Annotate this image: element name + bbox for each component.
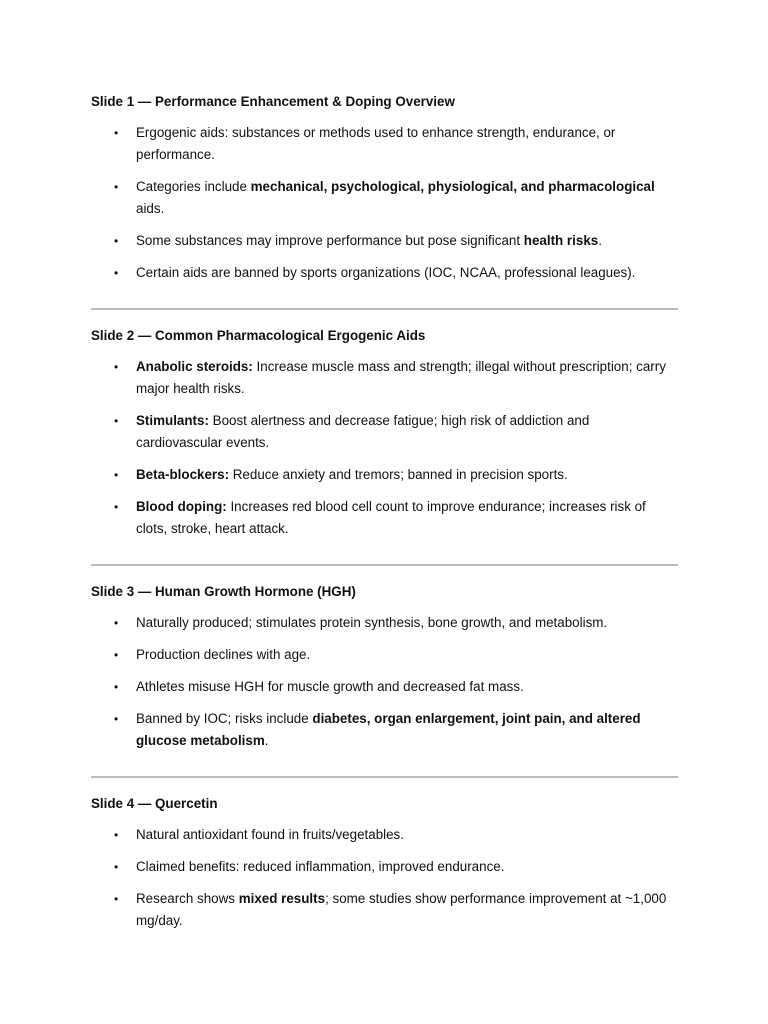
bullet-dot-icon: • [114, 360, 119, 374]
bullet-item [91, 464, 678, 486]
bullet-dot-icon: • [114, 468, 119, 482]
section-divider [91, 308, 678, 310]
slide-section-4 [91, 793, 678, 932]
bullet-dot-icon: • [114, 828, 119, 842]
bullet-text: Research shows [136, 891, 239, 906]
bullet-text-bold: diabetes, organ enlargement, joint pain, and altered glucose metabolism [136, 711, 641, 748]
bullet-text: Increase muscle mass and strength; illegal without prescription; carry major health risks. [136, 359, 666, 396]
bullet-text: Athletes misuse HGH for muscle growth and decreased fat mass. [136, 679, 524, 694]
slide-title: Slide 4 — Quercetin [91, 796, 218, 811]
bullet-item [91, 176, 678, 220]
bullet-dot-icon: • [114, 126, 119, 140]
bullet-dot-icon: • [114, 648, 119, 662]
bullet-item [91, 496, 678, 540]
section-divider [91, 564, 678, 566]
slide-title: Slide 2 — Common Pharmacological Ergogenic Aids [91, 328, 426, 343]
slide-section-2 [91, 325, 678, 540]
bullet-text-bold: health risks [523, 233, 599, 248]
bullet-dot-icon: • [114, 266, 119, 280]
bullet-list [91, 122, 678, 284]
slide-section-3 [91, 581, 678, 752]
bullet-text: Boost alertness and decrease fatigue; high risk of addiction and cardiovascular events. [136, 413, 590, 450]
bullet-list [91, 356, 678, 540]
bullet-text: . [264, 733, 269, 748]
bullet-dot-icon: • [114, 616, 119, 630]
bullet-text: Certain aids are banned by sports organizations (IOC, NCAA, professional leagues). [136, 265, 636, 280]
slide-section-1 [91, 91, 678, 284]
bullet-text: Increases red blood cell count to improve endurance; increases risk of clots, stroke, heart attack. [136, 499, 646, 536]
bullet-dot-icon: • [114, 234, 119, 248]
bullet-item [91, 262, 678, 284]
bullet-item [91, 676, 678, 698]
bullet-text-bold: Anabolic steroids: [136, 359, 253, 374]
bullet-text-bold: mixed results [238, 891, 326, 906]
bullet-text-bold: mechanical, psychological, physiological, and pharmacological [250, 179, 655, 194]
bullet-item [91, 644, 678, 666]
bullet-dot-icon: • [114, 680, 119, 694]
bullet-list [91, 824, 678, 932]
bullet-text-bold: Beta-blockers: [136, 467, 230, 482]
bullet-item [91, 612, 678, 634]
bullet-item [91, 824, 678, 846]
bullet-text: . [598, 233, 602, 248]
bullet-dot-icon: • [114, 712, 119, 726]
bullet-item [91, 708, 678, 752]
bullet-text: Ergogenic aids: substances or methods used to enhance strength, endurance, or performance. [136, 125, 616, 162]
bullet-text: Naturally produced; stimulates protein synthesis, bone growth, and metabolism. [136, 615, 608, 630]
bullet-item [91, 230, 678, 252]
bullet-item [91, 856, 678, 878]
bullet-item [91, 122, 678, 166]
bullet-list [91, 612, 678, 752]
bullet-text: Banned by IOC; risks include [136, 711, 313, 726]
bullet-dot-icon: • [114, 414, 119, 428]
bullet-text-bold: Stimulants: [136, 413, 209, 428]
bullet-dot-icon: • [114, 892, 119, 906]
bullet-text: Categories include [136, 179, 251, 194]
bullet-dot-icon: • [114, 860, 119, 874]
bullet-text: Production declines with age. [136, 647, 311, 662]
bullet-text: aids. [136, 201, 165, 216]
bullet-text: Natural antioxidant found in fruits/vegetables. [136, 827, 404, 842]
bullet-text-bold: Blood doping: [136, 499, 227, 514]
bullet-dot-icon: • [114, 500, 119, 514]
section-divider [91, 776, 678, 778]
slide-title: Slide 1 — Performance Enhancement & Doping Overview [91, 94, 455, 109]
bullet-text: Reduce anxiety and tremors; banned in precision sports. [229, 467, 568, 482]
bullet-text: ; some studies show performance improvement at ~1,000 mg/day. [136, 891, 667, 928]
bullet-dot-icon: • [114, 180, 119, 194]
bullet-item [91, 888, 678, 932]
bullet-item [91, 410, 678, 454]
bullet-item [91, 356, 678, 400]
bullet-text: Claimed benefits: reduced inflammation, improved endurance. [136, 859, 505, 874]
bullet-text: Some substances may improve performance but pose significant [136, 233, 524, 248]
slide-title: Slide 3 — Human Growth Hormone (HGH) [91, 584, 356, 599]
